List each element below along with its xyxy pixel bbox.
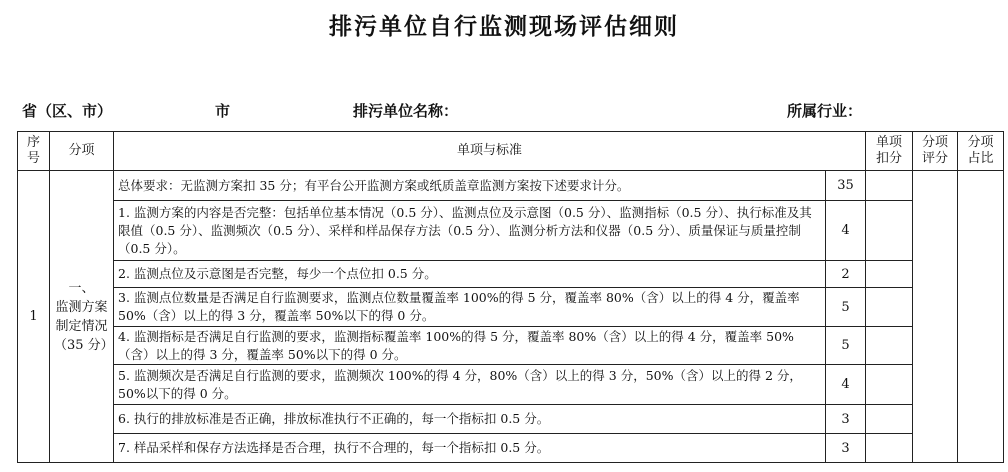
industry-label: 所属行业： (787, 102, 863, 120)
page-title: 排污单位自行监测现场评估细则 (329, 14, 679, 40)
section-score-cell (913, 171, 958, 463)
section-ratio-cell (958, 171, 1004, 463)
col-header-criteria: 单项与标准 (114, 132, 866, 171)
table-row (18, 434, 1004, 463)
col-header-score: 分项评分 (913, 132, 958, 171)
criteria-text: 1. 监测方案的内容是否完整：包括单位基本情况（0.5 分）、监测点位及示意图（0.5 分）、监测指标（0.5 分）、执行标准及其限值（0.5 分）、监测频次（0.5 分）、采样和样品保存方法（0.5 分）、监测分析方法和仪器（0.5 分）、质量保证与质量控制（0.5 分）。 (114, 201, 826, 261)
table-row (18, 365, 1004, 405)
criteria-text: 2. 监测点位及示意图是否完整，每少一个点位扣 0.5 分。 (114, 261, 826, 288)
section-title-line: （35 分） (54, 337, 114, 353)
criteria-text: 总体要求：无监测方案扣 35 分；有平台公开监测方案或纸质盖章监测方案按下述要求计分。 (114, 171, 826, 201)
col-header-no: 序号 (18, 132, 50, 171)
section-number: 1 (18, 171, 50, 463)
company-name-label: 排污单位名称： (353, 102, 459, 120)
table-row (18, 327, 1004, 365)
table-row (18, 201, 1004, 261)
section-title-line: 监测方案制定情况 (55, 299, 108, 334)
criteria-text: 6. 执行的排放标准是否正确，排放标准执行不正确的，每一个指标扣 0.5 分。 (114, 405, 826, 434)
max-score: 5 (826, 327, 866, 365)
max-score: 4 (826, 201, 866, 261)
city-label: 市 (215, 102, 231, 120)
col-header-deduction: 单项扣分 (866, 132, 913, 171)
table-header-row (18, 132, 1004, 171)
criteria-text: 5. 监测频次是否满足自行监测的要求，监测频次 100%的得 4 分，80%（含）以上的得 3 分，50%（含）以上的得 2 分，50%以下的得 0 分。 (114, 365, 826, 405)
max-score: 3 (826, 405, 866, 434)
deduction-cell (866, 288, 913, 327)
max-score: 35 (826, 171, 866, 201)
max-score: 5 (826, 288, 866, 327)
deduction-cell (866, 327, 913, 365)
criteria-text: 7. 样品采样和保存方法选择是否合理，执行不合理的，每一个指标扣 0.5 分。 (114, 434, 826, 463)
deduction-cell (866, 405, 913, 434)
col-header-item: 分项 (50, 132, 114, 171)
province-label: 省（区、市） (22, 102, 113, 120)
deduction-cell (866, 365, 913, 405)
max-score: 3 (826, 434, 866, 463)
evaluation-table (17, 131, 1004, 463)
max-score: 2 (826, 261, 866, 288)
section-title-line: 一、 (68, 280, 95, 296)
col-header-ratio: 分项占比 (958, 132, 1004, 171)
deduction-cell (866, 171, 913, 201)
table-row (18, 261, 1004, 288)
deduction-cell (866, 201, 913, 261)
deduction-cell (866, 434, 913, 463)
max-score: 4 (826, 365, 866, 405)
section-title (50, 171, 114, 463)
criteria-text: 3. 监测点位数量是否满足自行监测要求，监测点位数量覆盖率 100%的得 5 分，覆盖率 80%（含）以上的得 4 分，覆盖率 50%（含）以上的得 3 分，覆盖率 50%以下的得 0 分。 (114, 288, 826, 327)
table-row (18, 405, 1004, 434)
deduction-cell (866, 261, 913, 288)
table-row (18, 171, 1004, 201)
table-row (18, 288, 1004, 327)
criteria-text: 4. 监测指标是否满足自行监测的要求，监测指标覆盖率 100%的得 5 分，覆盖率 80%（含）以上的得 4 分，覆盖率 50%（含）以上的得 3 分，覆盖率 50%以下的得 0 分。 (114, 327, 826, 365)
